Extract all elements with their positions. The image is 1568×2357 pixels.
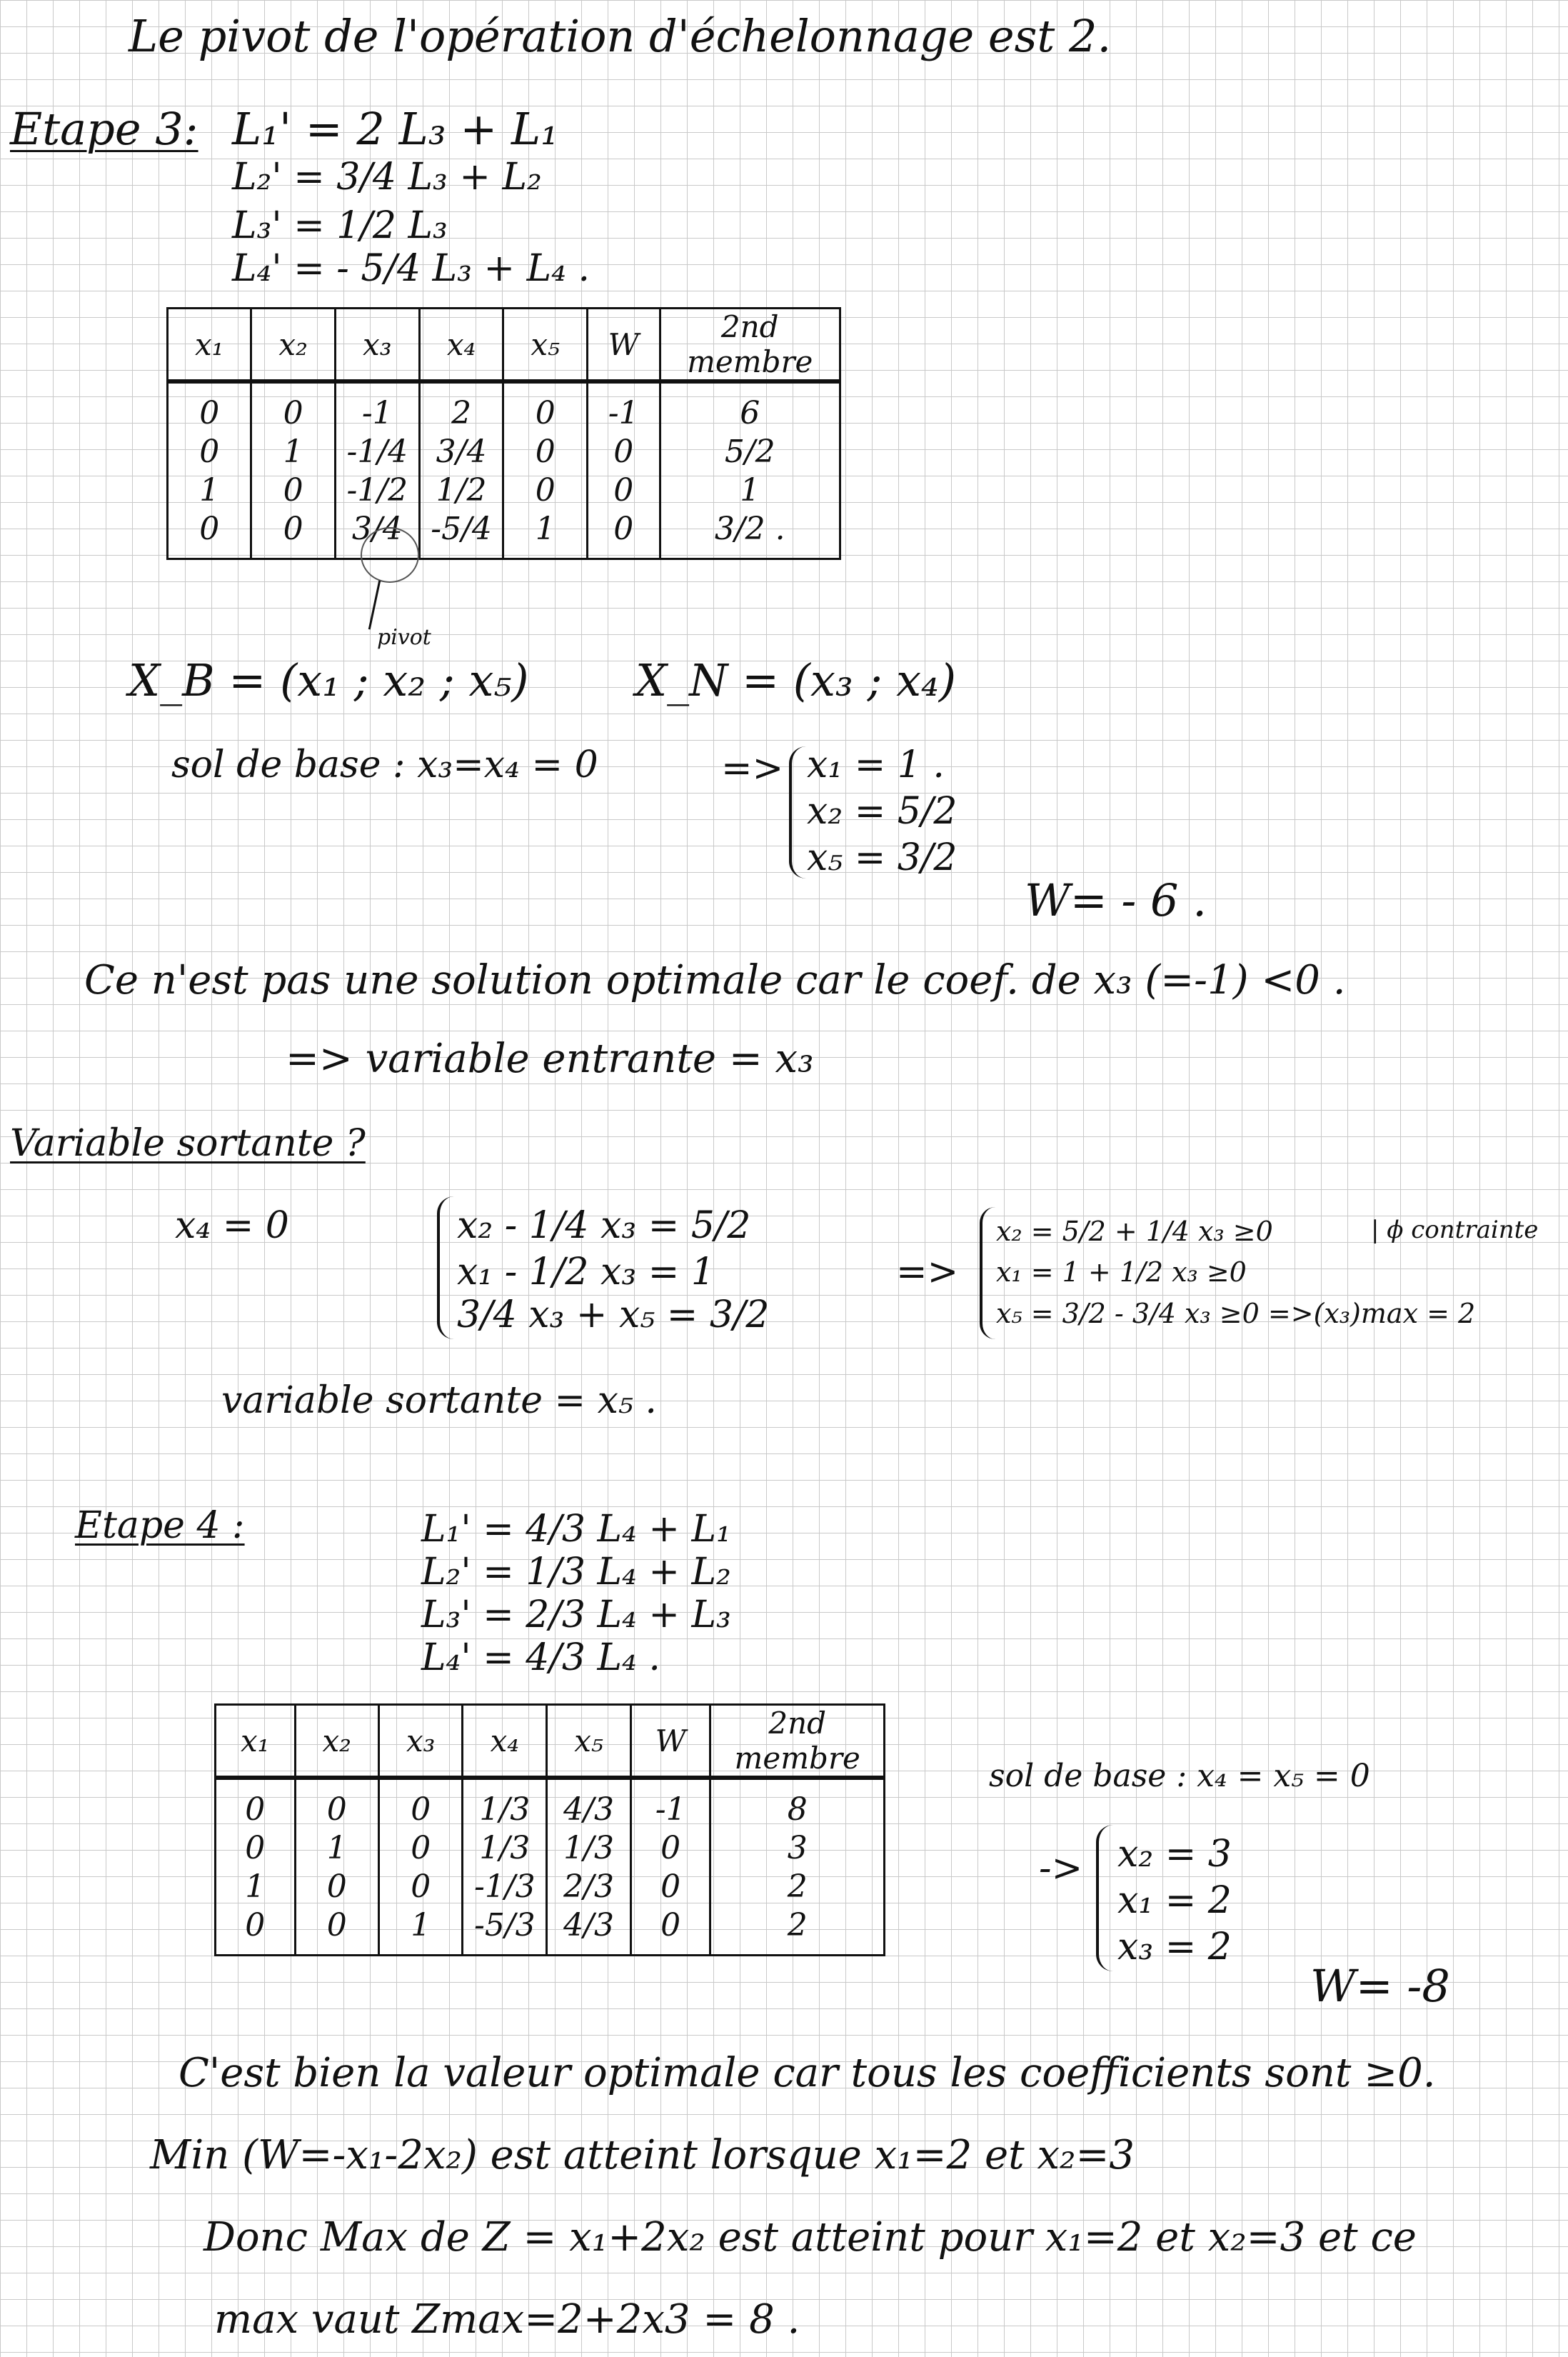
table-cell: 0: [216, 1906, 296, 1956]
table-cell: 0: [168, 509, 251, 559]
conclusion-line-4: max vaut Zmax=2+2x3 = 8 .: [214, 2296, 800, 2343]
table-cell: 0: [168, 381, 251, 432]
table-cell: -1: [587, 381, 660, 432]
table-cell: -1/2: [335, 471, 419, 509]
implied-x2: x₂ = 5/2 + 1/4 x₃ ≥0: [996, 1216, 1273, 1247]
etape4-op-3: L₃' = 2/3 L₄ + L₃: [421, 1593, 731, 1636]
pivot-cell: 3/4: [335, 509, 419, 559]
header-line: Le pivot de l'opération d'échelonnage est 2.: [129, 10, 1112, 62]
table-cell: 0: [295, 1867, 378, 1906]
leaving-title: Variable sortante ?: [10, 1122, 366, 1165]
table-cell: 0: [251, 381, 335, 432]
table-cell: -1: [335, 381, 419, 432]
col-header-x5: x₅: [547, 1705, 631, 1778]
table-cell: 5/2: [660, 432, 840, 471]
table-cell: 1/3: [463, 1828, 547, 1867]
etape3-tableau: [166, 307, 841, 560]
table-cell: 2: [710, 1906, 885, 1956]
table-cell: 0: [251, 509, 335, 559]
table-cell: 1: [168, 471, 251, 509]
table-cell: -1/4: [335, 432, 419, 471]
table-cell: -5/4: [419, 509, 503, 559]
table-cell: 0: [216, 1778, 296, 1828]
table-cell: -5/3: [463, 1906, 547, 1956]
etape3-op-4: L₄' = - 5/4 L₃ + L₄ .: [232, 247, 590, 290]
brace-system: [437, 1196, 454, 1339]
brace-3: [789, 746, 806, 879]
table-cell: 0: [503, 381, 587, 432]
table-cell: 0: [251, 471, 335, 509]
conclusion-line-2: Min (W=-x₁-2x₂) est atteint lorsque x₁=2 et x₂=3: [150, 2132, 1135, 2178]
table-cell: 1: [216, 1867, 296, 1906]
table-cell: 3/4: [419, 432, 503, 471]
entering-variable: => variable entrante = x₃: [286, 1036, 814, 1082]
table-cell: 1/3: [547, 1828, 631, 1867]
table-cell: 4/3: [547, 1906, 631, 1956]
table-cell: 1: [503, 509, 587, 559]
etape4-tableau: [214, 1703, 885, 1956]
etape3-label: Etape 3:: [10, 103, 198, 155]
table-cell: 1/2: [419, 471, 503, 509]
pivot-circle-mark: [361, 527, 419, 583]
table-cell: 0: [378, 1828, 462, 1867]
col-header-x2: x₂: [295, 1705, 378, 1778]
etape4-op-1: L₁' = 4/3 L₄ + L₁: [421, 1508, 731, 1551]
col-header-x1: x₁: [216, 1705, 296, 1778]
implied-x5: x₅ = 3/2 - 3/4 x₃ ≥0 =>(x₃)max = 2: [996, 1298, 1476, 1329]
table-cell: 0: [630, 1906, 710, 1956]
table-cell: 0: [503, 471, 587, 509]
brace-4: [1096, 1825, 1113, 1971]
col-header-x1: x₁: [168, 309, 251, 382]
table-cell: 1/3: [463, 1778, 547, 1828]
table-row: [216, 1828, 885, 1867]
col-header-x2: x₂: [251, 309, 335, 382]
etape3-op-1: L₁' = 2 L₃ + L₁: [232, 103, 559, 155]
pivot-label: pivot: [377, 625, 431, 650]
sol-line-x1: x₁ = 2: [1117, 1879, 1232, 1922]
col-header-x5: x₅: [503, 309, 587, 382]
table-row: [168, 471, 840, 509]
col-header-w: W: [587, 309, 660, 382]
table-cell: 0: [630, 1828, 710, 1867]
col-header-2nd-membre: 2nd membre: [660, 309, 840, 382]
w-value-3: W= - 6 .: [1025, 874, 1207, 926]
table-cell: 0: [168, 432, 251, 471]
system-eq-1: x₂ - 1/4 x₃ = 5/2: [457, 1204, 751, 1247]
table-cell: 3/2 .: [660, 509, 840, 559]
implies-arrow-3: =>: [721, 747, 784, 790]
sol-line-x2: x₂ = 5/2: [807, 790, 958, 833]
table-cell: 0: [295, 1778, 378, 1828]
table-cell: 8: [710, 1778, 885, 1828]
table-cell: 1: [295, 1828, 378, 1867]
table-cell: 3: [710, 1828, 885, 1867]
sol-line-x3: x₃ = 2: [1117, 1926, 1232, 1968]
table-cell: 0: [378, 1778, 462, 1828]
table-cell: -1: [630, 1778, 710, 1828]
leaving-result: variable sortante = x₅ .: [221, 1379, 657, 1422]
implies-arrow-4: ->: [1039, 1847, 1083, 1890]
table-cell: 1: [251, 432, 335, 471]
table-row: [168, 381, 840, 432]
table-cell: 2/3: [547, 1867, 631, 1906]
x4-zero: x₄ = 0: [175, 1204, 289, 1247]
table-cell: 2: [419, 381, 503, 432]
sol-base-3: sol de base : x₃=x₄ = 0: [171, 744, 598, 786]
table-cell: 0: [587, 509, 660, 559]
system-eq-2: x₁ - 1/2 x₃ = 1: [457, 1251, 715, 1293]
brace-implied: [980, 1207, 995, 1339]
col-header-2nd-membre: 2nd membre: [710, 1705, 885, 1778]
etape3-op-3: L₃' = 1/2 L₃: [232, 204, 448, 247]
table-cell: 0: [295, 1906, 378, 1956]
no-constraint-note: | ϕ contrainte: [1371, 1216, 1539, 1244]
col-header-x4: x₄: [419, 309, 503, 382]
table-cell: 1: [378, 1906, 462, 1956]
w-value-4: W= -8: [1310, 1960, 1450, 2012]
table-cell: -1/3: [463, 1867, 547, 1906]
col-header-w: W: [630, 1705, 710, 1778]
implied-x1: x₁ = 1 + 1/2 x₃ ≥0: [996, 1256, 1247, 1288]
sol-base-4: sol de base : x₄ = x₅ = 0: [989, 1758, 1370, 1794]
col-header-x4: x₄: [463, 1705, 547, 1778]
table-cell: 2: [710, 1867, 885, 1906]
system-eq-3: 3/4 x₃ + x₅ = 3/2: [457, 1293, 770, 1336]
etape3-op-2: L₂' = 3/4 L₃ + L₂: [232, 156, 542, 199]
not-optimal-text: Ce n'est pas une solution optimale car le coef. de x₃ (=-1) <0 .: [84, 957, 1346, 1004]
table-cell: 0: [587, 432, 660, 471]
sol-line-x2: x₂ = 3: [1117, 1833, 1232, 1876]
sol-line-x1: x₁ = 1 .: [807, 744, 945, 786]
table-row: [168, 432, 840, 471]
table-row: [216, 1778, 885, 1828]
table-cell: 1: [660, 471, 840, 509]
table-row: [216, 1867, 885, 1906]
table-row: [168, 509, 840, 559]
table-cell: 0: [378, 1867, 462, 1906]
pivot-arrow-mark: [368, 580, 381, 629]
xn-nonbasis: X_N = (x₃ ; x₄): [635, 654, 957, 706]
table-cell: 6: [660, 381, 840, 432]
table-row: [216, 1906, 885, 1956]
etape4-op-4: L₄' = 4/3 L₄ .: [421, 1636, 660, 1679]
table-cell: 0: [503, 432, 587, 471]
col-header-x3: x₃: [378, 1705, 462, 1778]
table-cell: 4/3: [547, 1778, 631, 1828]
col-header-x3: x₃: [335, 309, 419, 382]
etape4-label: Etape 4 :: [75, 1504, 245, 1547]
table-cell: 0: [587, 471, 660, 509]
xb-basis: X_B = (x₁ ; x₂ ; x₅): [129, 654, 529, 706]
conclusion-line-3: Donc Max de Z = x₁+2x₂ est atteint pour x₁=2 et x₂=3 et ce: [203, 2214, 1417, 2261]
table-cell: 0: [630, 1867, 710, 1906]
implies-arrow-system: =>: [896, 1251, 959, 1293]
sol-line-x5: x₅ = 3/2: [807, 836, 958, 879]
table-cell: 0: [216, 1828, 296, 1867]
etape4-op-2: L₂' = 1/3 L₄ + L₂: [421, 1551, 731, 1593]
conclusion-line-1: C'est bien la valeur optimale car tous les coefficients sont ≥0.: [179, 2050, 1436, 2096]
